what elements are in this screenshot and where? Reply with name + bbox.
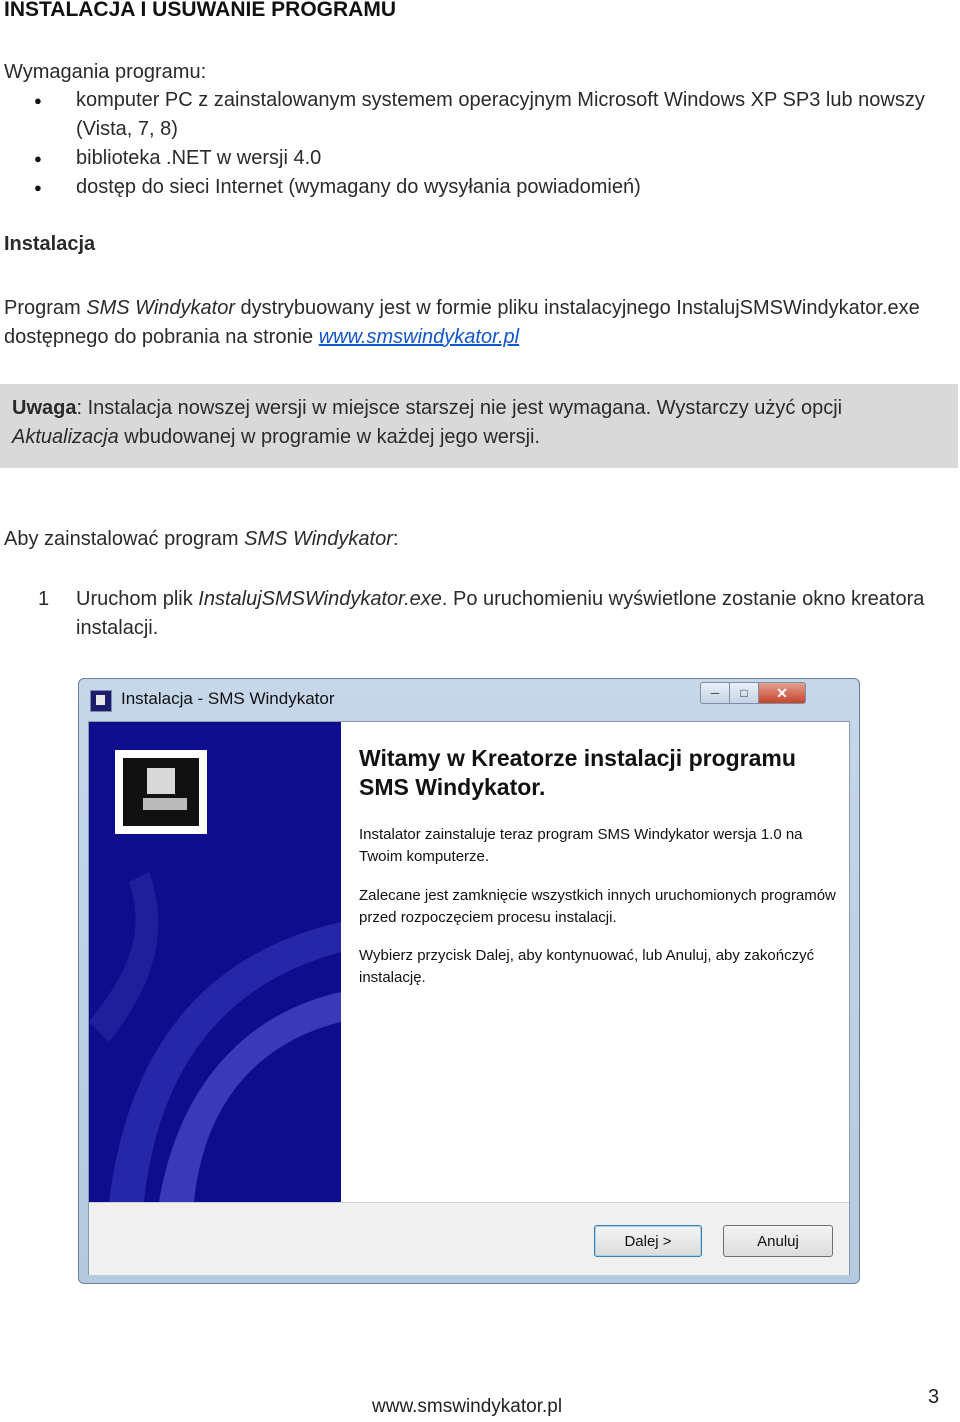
footer-url: www.smswindykator.pl <box>372 1396 563 1417</box>
bullet-icon: ● <box>34 93 42 108</box>
website-link[interactable]: www.smswindykator.pl <box>318 326 520 348</box>
list-item: ● dostęp do sieci Internet (wymagany do wysyłania powiadomień) <box>0 173 960 202</box>
next-button[interactable]: Dalej > <box>594 1225 702 1257</box>
cancel-button[interactable]: Anuluj <box>723 1225 833 1257</box>
requirements-list <box>0 86 960 202</box>
installation-heading: Instalacja <box>4 233 96 255</box>
wizard-paragraph-3: Wybierz przycisk Dalej, aby kontynuować, lub Anuluj, aby zakończyć instalację. <box>359 947 815 986</box>
bullet-icon: ● <box>34 151 42 166</box>
computer-setup-icon <box>115 750 207 834</box>
bullet-icon: ● <box>34 180 42 195</box>
list-item: ● komputer PC z zainstalowanym systemem operacyjnym Microsoft Windows XP SP3 lub nowszy (Vista, 7, 8) <box>0 86 960 144</box>
page-number: 3 <box>928 1386 940 1408</box>
note-text: Uwaga: Instalacja nowszej wersji w miejsce starszej nie jest wymagana. Wystarczy użyć opcji Aktualizacja wbudowanej w programie w każdej jego wersji. <box>12 397 843 448</box>
program-name: SMS Windykator <box>86 297 235 319</box>
page-title: INSTALACJA I USUWANIE PROGRAMU <box>4 0 397 21</box>
installer-filename: InstalujSMSWindykator.exe <box>198 588 442 610</box>
installer-window <box>78 678 860 1284</box>
update-option-name: Aktualizacja <box>12 426 119 448</box>
minimize-button[interactable]: ─ <box>700 682 730 704</box>
wizard-client-area <box>88 721 850 1275</box>
steps-intro: Aby zainstalować program SMS Windykator: <box>4 528 399 550</box>
wizard-paragraph-2: Zalecane jest zamknięcie wszystkich innych uruchomionych programów przed rozpoczęciem procesu instalacji. <box>359 887 836 926</box>
window-titlebar[interactable] <box>79 679 859 721</box>
wizard-paragraph-1: Instalator zainstaluje teraz program SMS Windykator wersja 1.0 na Twoim komputerze. <box>359 826 803 865</box>
step-number: 1 <box>38 588 50 610</box>
requirements-label: Wymagania programu: <box>4 61 207 83</box>
wizard-heading: Witamy w Kreatorze instalacji programu SMS Windykator. <box>359 745 796 800</box>
window-title: Instalacja - SMS Windykator <box>121 689 335 708</box>
wizard-button-bar <box>89 1202 849 1275</box>
note-label: Uwaga <box>12 397 77 419</box>
maximize-button[interactable]: □ <box>729 682 759 704</box>
list-item: ● biblioteka .NET w wersji 4.0 <box>0 144 960 173</box>
wizard-sidebar-image <box>89 722 341 1202</box>
wizard-content <box>341 722 849 1202</box>
installer-app-icon <box>90 690 112 712</box>
installation-paragraph: Program SMS Windykator dystrybuowany jest w formie pliku instalacyjnego InstalujSMSWindykator.exe dostępnego do pobrania na stronie www.smswindykator.pl <box>4 297 920 348</box>
close-button[interactable]: ✕ <box>758 682 806 704</box>
step-text: Uruchom plik InstalujSMSWindykator.exe. Po uruchomieniu wyświetlone zostanie okno kreatora instalacji. <box>76 588 925 639</box>
